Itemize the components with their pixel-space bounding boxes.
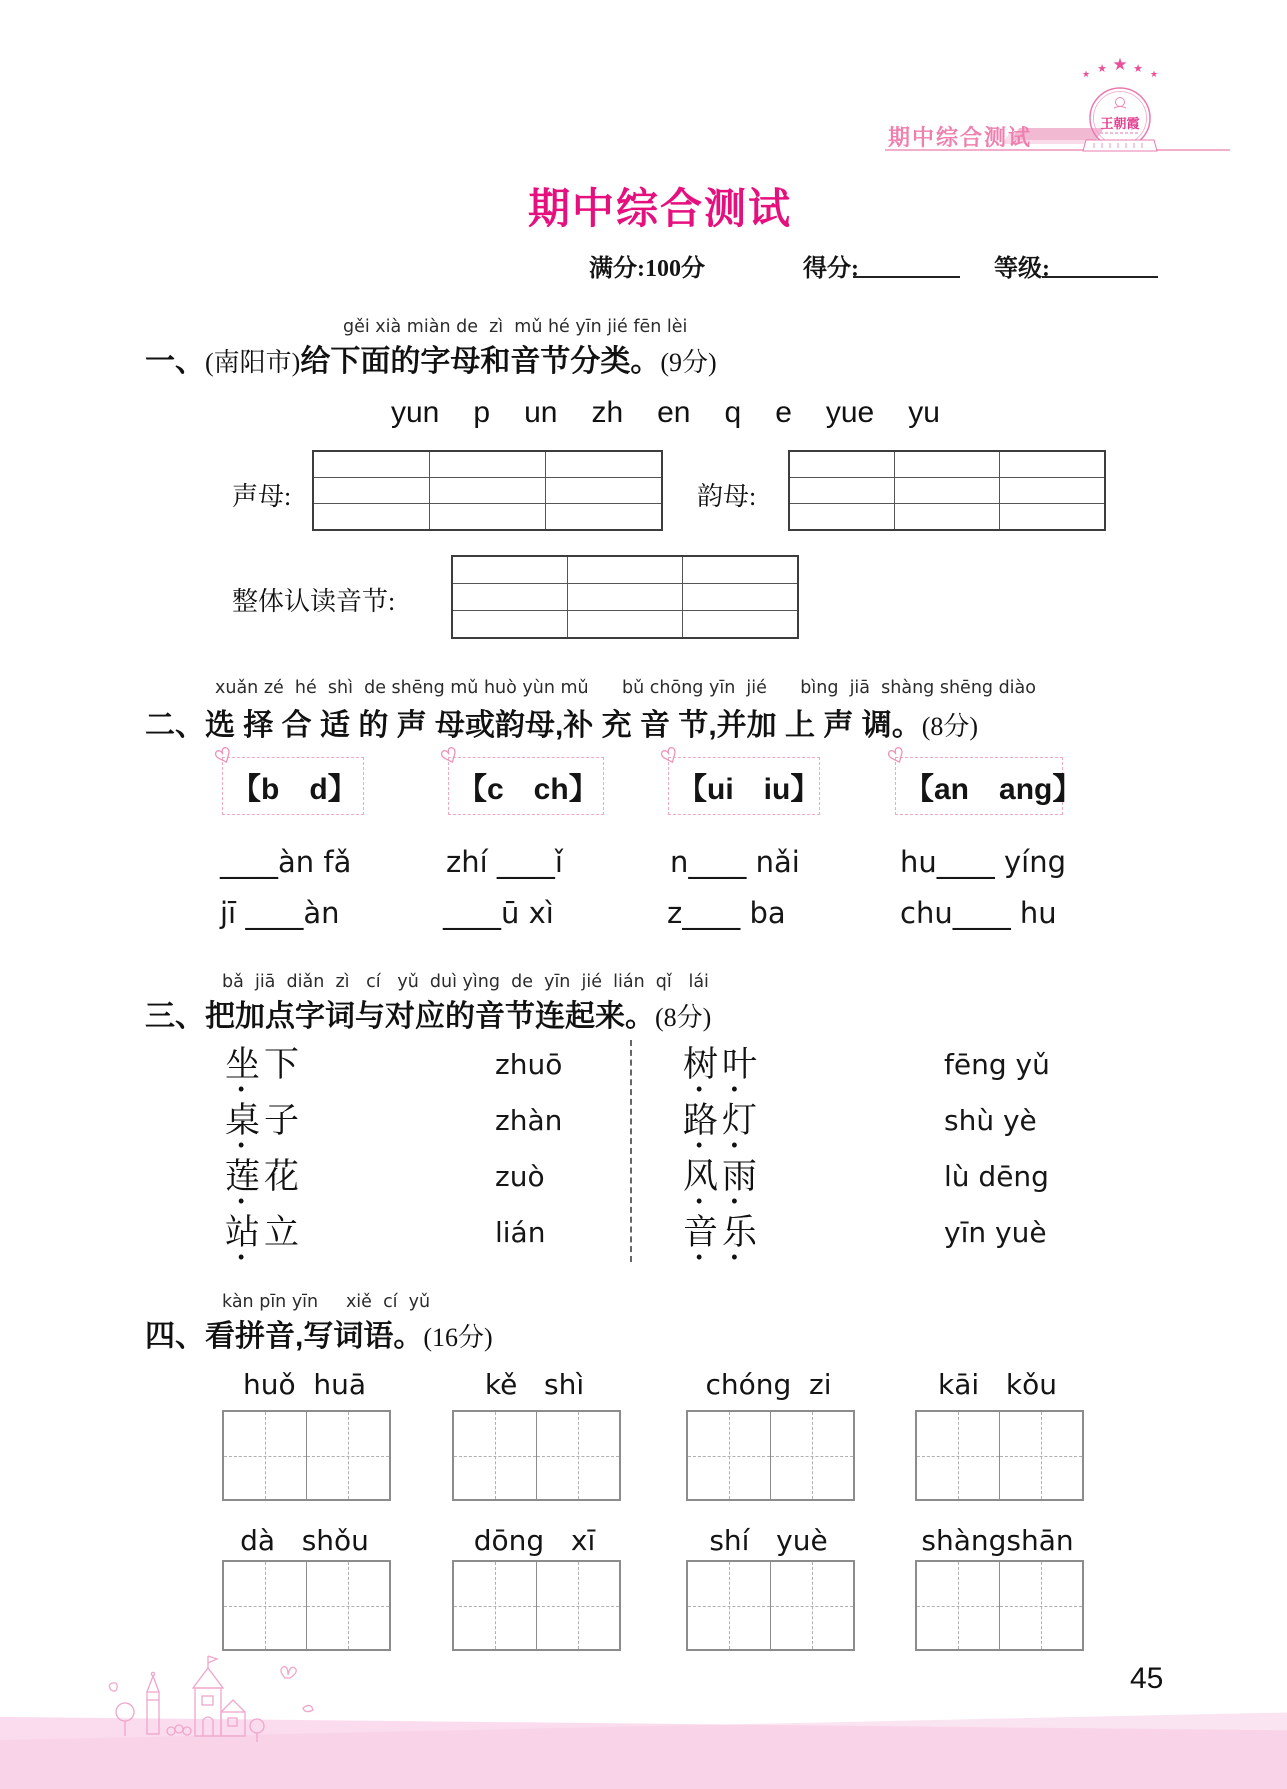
page-number: 45 (1130, 1662, 1164, 1695)
section3-title: 把加点字词与对应的音节连起来。 (205, 1000, 655, 1033)
match-word[interactable]: 桌子 • (225, 1102, 495, 1158)
match-pinyin[interactable]: lián (495, 1216, 546, 1249)
emphasis-dots: • (238, 1191, 274, 1211)
emphasis-dots: •• (696, 1247, 767, 1267)
shengmu-label: 声母: (232, 482, 292, 511)
section3-pinyin: bǎ jiā diǎn zì cí yǔ duì yìng de yīn jié lián qǐ lái (222, 972, 709, 992)
match-word[interactable]: 坐下 • (225, 1046, 495, 1102)
section3-points: (8分) (655, 1003, 712, 1032)
letter-item: e (775, 396, 792, 429)
match-exercise-grid (225, 1046, 1105, 1270)
match-pinyin[interactable]: zhàn (495, 1104, 563, 1137)
section2-number: 二、 (145, 709, 205, 742)
writing-box[interactable] (452, 1410, 621, 1501)
match-word[interactable]: 音乐 •• (683, 1214, 944, 1270)
emphasis-dots: • (238, 1079, 274, 1099)
writing-box[interactable] (222, 1560, 391, 1651)
shengmu-table[interactable] (312, 450, 663, 531)
heart-doodle (109, 1683, 117, 1691)
badge-figure-doodle (1116, 98, 1125, 107)
pinyin-word-label: dōng xī (473, 1524, 596, 1557)
option-text: 【b d】 (231, 773, 358, 806)
leaf-doodle (303, 1705, 313, 1711)
score-blank[interactable] (853, 250, 960, 278)
pinyin-word-label: shàngshān (921, 1524, 1074, 1557)
fill-blank-item[interactable]: z____ ba (667, 896, 786, 930)
match-pinyin[interactable]: zuò (495, 1160, 545, 1193)
pinyin-word-label: kāi kǒu (938, 1368, 1057, 1401)
zhengti-label: 整体认读音节: (232, 587, 396, 616)
match-pinyin[interactable]: lù dēng (944, 1160, 1049, 1193)
letter-item: yue (825, 396, 875, 429)
castle-house-doodle (221, 1712, 245, 1736)
writing-box[interactable] (686, 1410, 855, 1501)
match-word[interactable]: 站立 • (225, 1214, 495, 1270)
option-text: 【an ang】 (904, 773, 1083, 806)
pencil-tip-doodle (147, 1676, 159, 1692)
emphasis-dots: •• (696, 1135, 767, 1155)
section3-heading (145, 991, 711, 1035)
option-box-an-ang (884, 743, 1083, 815)
emphasis-dots: • (238, 1247, 274, 1267)
fill-blank-item[interactable]: jī ____àn (220, 896, 340, 930)
option-box-c-ch (437, 743, 604, 815)
letter-item: p (473, 396, 491, 429)
pinyin-word-label: kě shì (484, 1368, 585, 1401)
pinyin-word-label: huǒ huā (242, 1368, 367, 1401)
brand-badge-logo (1070, 50, 1170, 165)
star-icon: ★ (1149, 69, 1159, 79)
yunmu-table[interactable] (788, 450, 1106, 531)
full-score-label: 满分:100分 (589, 256, 705, 282)
emphasis-dots: •• (696, 1079, 767, 1099)
letter-item: en (657, 396, 691, 429)
header-tab-title: 期中综合测试 (888, 125, 1033, 150)
fill-blank-item[interactable]: ____ū xì (443, 896, 554, 930)
option-text: 【c ch】 (457, 773, 599, 806)
badge-brand-name: 王朝霞 (1100, 116, 1140, 131)
pinyin-word-label: chóng zi (705, 1368, 832, 1401)
section2-title: 选 择 合 适 的 声 母或韵母,补 充 音 节,并加 上 声 调。 (205, 709, 922, 742)
writing-box[interactable] (915, 1560, 1084, 1651)
option-box-b-d (211, 743, 364, 815)
section2-pinyin: xuǎn zé hé shì de shēng mǔ huò yùn mǔ bǔ chōng yīn jié bìng jiā shàng shēng diào (215, 678, 1036, 698)
heart-icon: ♡ (211, 743, 237, 771)
tree-doodle (116, 1703, 134, 1721)
section1-points: (9分) (660, 348, 717, 377)
letters-row (391, 396, 940, 430)
section1-heading (145, 336, 717, 380)
section4-pinyin: kàn pīn yīn xiě cí yǔ (222, 1292, 431, 1312)
match-word[interactable]: 莲花 • (225, 1158, 495, 1214)
footer-castle-doodle (95, 1650, 425, 1755)
section4-number: 四、 (145, 1320, 205, 1353)
pinyin-word-label: dà shǒu (240, 1524, 369, 1557)
star-icon: ★ (1133, 63, 1143, 75)
section4-heading (145, 1311, 493, 1355)
score-label: 得分: (803, 256, 859, 282)
section2-points: (8分) (921, 712, 979, 741)
section1-source: (南阳市) (205, 348, 301, 377)
section4-points: (16分) (423, 1323, 493, 1352)
match-word[interactable]: 树叶 •• (683, 1046, 944, 1102)
letter-item: zh (591, 396, 624, 429)
writing-box[interactable] (915, 1410, 1084, 1501)
match-pinyin[interactable]: fēng yǔ (944, 1048, 1050, 1081)
match-word[interactable]: 风雨 •• (683, 1158, 944, 1214)
writing-box[interactable] (452, 1560, 621, 1651)
match-pinyin[interactable]: shù yè (944, 1104, 1037, 1137)
section1-number: 一、 (145, 345, 205, 378)
bush-doodle (167, 1727, 175, 1735)
page-title: 期中综合测试 (528, 185, 793, 232)
emphasis-dots: •• (696, 1191, 767, 1211)
writing-box[interactable] (222, 1410, 391, 1501)
letter-item: yun (391, 396, 440, 429)
heart-icon: ♡ (657, 743, 683, 771)
pinyin-word-label: shí yuè (709, 1524, 828, 1557)
star-icon: ★ (1081, 69, 1091, 79)
castle-tower-doodle (195, 1688, 221, 1736)
section2-heading (145, 700, 978, 744)
fill-blank-item[interactable]: hu____ yíng (900, 845, 1066, 879)
star-icon: ★ (1097, 63, 1107, 75)
fill-blank-item[interactable]: ____àn fǎ (220, 845, 352, 879)
option-box-ui-iu (657, 743, 821, 815)
letter-item: q (724, 396, 742, 429)
tree-doodle (250, 1719, 264, 1733)
grade-blank[interactable] (1042, 250, 1158, 278)
section3-number: 三、 (145, 1000, 205, 1033)
fill-blank-item[interactable]: chu____ hu (900, 896, 1057, 930)
letter-item: yu (908, 396, 940, 429)
match-word[interactable]: 路灯 •• (683, 1102, 944, 1158)
pencil-body-doodle (147, 1692, 159, 1734)
star-icon: ★ (1112, 55, 1128, 74)
fill-blank-item[interactable]: n____ nǎi (670, 845, 800, 879)
section1-pinyin: gěi xià miàn de zì mǔ hé yīn jié fēn lèi (343, 317, 688, 337)
writing-box[interactable] (686, 1560, 855, 1651)
fill-blank-item[interactable]: zhí ____ǐ (446, 845, 563, 879)
section4-title: 看拼音,写词语。 (205, 1320, 424, 1353)
zhengti-table[interactable] (451, 555, 799, 639)
castle-roof-doodle (193, 1668, 223, 1688)
option-text: 【ui iu】 (677, 773, 821, 806)
section1-title: 给下面的字母和音节分类。 (300, 345, 661, 378)
match-pinyin[interactable]: zhuō (495, 1048, 563, 1081)
butterfly-doodle (281, 1667, 296, 1678)
heart-icon: ♡ (437, 743, 463, 771)
match-pinyin[interactable]: yīn yuè (944, 1216, 1047, 1249)
emphasis-dots: • (238, 1135, 274, 1155)
castle-door-doodle (203, 1717, 213, 1736)
badge-figure-shoulders (1114, 107, 1126, 109)
letter-item: un (524, 396, 558, 429)
yunmu-label: 韵母: (697, 482, 757, 511)
grade-label: 等级: (994, 256, 1050, 282)
heart-icon: ♡ (884, 743, 910, 771)
